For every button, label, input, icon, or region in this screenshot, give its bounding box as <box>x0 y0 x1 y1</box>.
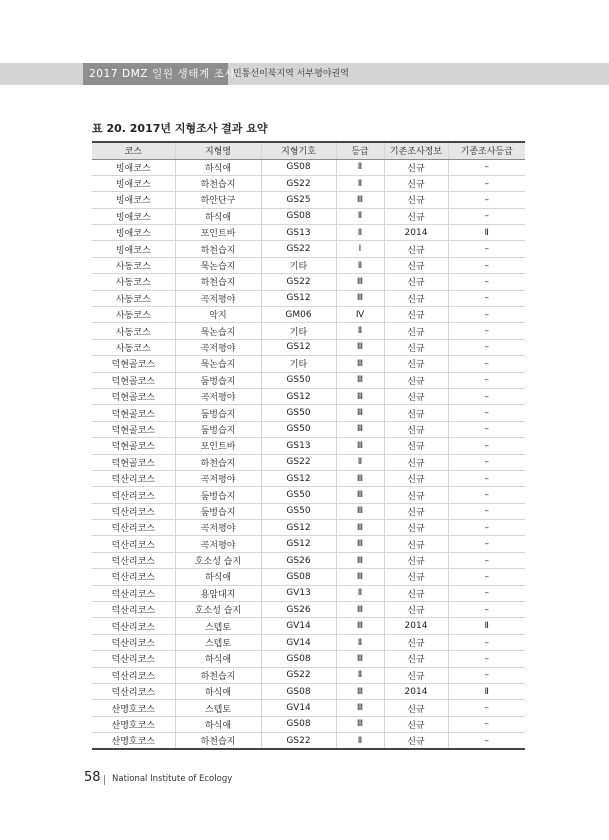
cell-prior-survey-info: 신규 <box>384 421 448 437</box>
report-title: 2017 DMZ 일원 생태계 조사 <box>83 63 228 85</box>
cell-course: 빙애코스 <box>92 159 175 175</box>
cell-terrain-name: 하식애 <box>175 684 261 700</box>
cell-prior-survey-grade: – <box>448 634 525 650</box>
cell-prior-survey-grade: Ⅱ <box>448 225 525 241</box>
cell-course: 덕산리코스 <box>92 520 175 536</box>
cell-prior-survey-info: 신규 <box>384 241 448 257</box>
cell-prior-survey-grade: – <box>448 274 525 290</box>
cell-prior-survey-info: 신규 <box>384 585 448 601</box>
column-header-course: 코스 <box>92 142 175 159</box>
cell-grade: Ⅲ <box>336 487 384 503</box>
cell-prior-survey-grade: – <box>448 257 525 273</box>
table-row <box>92 618 525 634</box>
cell-prior-survey-info: 신규 <box>384 274 448 290</box>
cell-prior-survey-info: 신규 <box>384 503 448 519</box>
cell-prior-survey-info: 신규 <box>384 454 448 470</box>
cell-course: 사동코스 <box>92 290 175 306</box>
table-row <box>92 175 525 191</box>
table-row <box>92 569 525 585</box>
cell-grade: Ⅲ <box>336 470 384 486</box>
cell-terrain-code: GS25 <box>261 192 336 208</box>
table-row <box>92 651 525 667</box>
cell-grade: Ⅲ <box>336 684 384 700</box>
cell-terrain-code: 기타 <box>261 323 336 339</box>
cell-terrain-code: GS08 <box>261 569 336 585</box>
cell-prior-survey-info: 신규 <box>384 290 448 306</box>
cell-prior-survey-grade: – <box>448 536 525 552</box>
cell-terrain-code: 기타 <box>261 356 336 372</box>
cell-course: 사동코스 <box>92 274 175 290</box>
cell-grade: Ⅲ <box>336 520 384 536</box>
cell-course: 덕현골코스 <box>92 405 175 421</box>
table-row <box>92 503 525 519</box>
cell-course: 덕현골코스 <box>92 454 175 470</box>
cell-prior-survey-info: 신규 <box>384 470 448 486</box>
cell-course: 덕현골코스 <box>92 356 175 372</box>
cell-terrain-code: GS08 <box>261 651 336 667</box>
cell-prior-survey-info: 신규 <box>384 208 448 224</box>
cell-grade: Ⅲ <box>336 503 384 519</box>
cell-course: 빙애코스 <box>92 225 175 241</box>
cell-course: 덕산리코스 <box>92 503 175 519</box>
cell-course: 덕산리코스 <box>92 684 175 700</box>
cell-prior-survey-info: 신규 <box>384 175 448 191</box>
cell-prior-survey-info: 신규 <box>384 356 448 372</box>
cell-terrain-code: GS13 <box>261 225 336 241</box>
cell-course: 산명호코스 <box>92 733 175 749</box>
terrain-survey-table <box>92 141 525 750</box>
cell-terrain-code: GS13 <box>261 438 336 454</box>
cell-terrain-code: GS12 <box>261 536 336 552</box>
cell-grade: Ⅳ <box>336 307 384 323</box>
cell-grade: Ⅲ <box>336 274 384 290</box>
cell-terrain-code: GS22 <box>261 733 336 749</box>
cell-grade: Ⅲ <box>336 716 384 732</box>
footer-divider <box>104 775 105 785</box>
cell-prior-survey-grade: – <box>448 651 525 667</box>
cell-grade: Ⅱ <box>336 585 384 601</box>
cell-prior-survey-info: 신규 <box>384 733 448 749</box>
cell-prior-survey-info: 신규 <box>384 438 448 454</box>
cell-course: 사동코스 <box>92 307 175 323</box>
cell-course: 덕산리코스 <box>92 569 175 585</box>
cell-prior-survey-info: 2014 <box>384 225 448 241</box>
table-row <box>92 487 525 503</box>
cell-grade: Ⅱ <box>336 733 384 749</box>
cell-prior-survey-info: 신규 <box>384 159 448 175</box>
cell-terrain-name: 용암대지 <box>175 585 261 601</box>
table-row <box>92 634 525 650</box>
table-row <box>92 438 525 454</box>
cell-grade: Ⅲ <box>336 618 384 634</box>
cell-course: 덕현골코스 <box>92 388 175 404</box>
cell-grade: Ⅲ <box>336 536 384 552</box>
cell-course: 사동코스 <box>92 323 175 339</box>
cell-grade: Ⅱ <box>336 175 384 191</box>
cell-terrain-name: 하식애 <box>175 208 261 224</box>
cell-terrain-name: 둠벙습지 <box>175 372 261 388</box>
cell-prior-survey-grade: – <box>448 372 525 388</box>
cell-grade: Ⅲ <box>336 421 384 437</box>
cell-prior-survey-info: 신규 <box>384 388 448 404</box>
cell-prior-survey-grade: – <box>448 487 525 503</box>
cell-terrain-code: GM06 <box>261 307 336 323</box>
cell-prior-survey-info: 2014 <box>384 618 448 634</box>
cell-terrain-code: GS12 <box>261 290 336 306</box>
cell-prior-survey-grade: – <box>448 569 525 585</box>
table-row <box>92 290 525 306</box>
table-row <box>92 307 525 323</box>
cell-grade: Ⅲ <box>336 356 384 372</box>
cell-grade: Ⅲ <box>336 339 384 355</box>
cell-prior-survey-grade: – <box>448 552 525 568</box>
page-number: 58 <box>84 770 101 785</box>
cell-prior-survey-info: 신규 <box>384 634 448 650</box>
cell-prior-survey-info: 신규 <box>384 716 448 732</box>
cell-course: 빙애코스 <box>92 208 175 224</box>
cell-terrain-name: 하식애 <box>175 651 261 667</box>
cell-terrain-code: GS12 <box>261 388 336 404</box>
cell-terrain-name: 하식애 <box>175 716 261 732</box>
cell-grade: Ⅲ <box>336 552 384 568</box>
cell-prior-survey-info: 신규 <box>384 323 448 339</box>
cell-prior-survey-info: 신규 <box>384 192 448 208</box>
table-body <box>92 159 525 749</box>
table-row <box>92 470 525 486</box>
cell-course: 덕산리코스 <box>92 536 175 552</box>
cell-grade: Ⅲ <box>336 388 384 404</box>
cell-terrain-name: 묵논습지 <box>175 323 261 339</box>
cell-grade: Ⅲ <box>336 290 384 306</box>
cell-grade: Ⅲ <box>336 569 384 585</box>
cell-prior-survey-info: 신규 <box>384 372 448 388</box>
cell-grade: Ⅲ <box>336 192 384 208</box>
cell-grade: Ⅱ <box>336 159 384 175</box>
cell-terrain-name: 하천습지 <box>175 454 261 470</box>
cell-prior-survey-grade: – <box>448 290 525 306</box>
cell-terrain-name: 악지 <box>175 307 261 323</box>
table-row <box>92 356 525 372</box>
cell-prior-survey-grade: – <box>448 388 525 404</box>
cell-terrain-name: 하식애 <box>175 159 261 175</box>
cell-grade: Ⅲ <box>336 651 384 667</box>
table-row <box>92 602 525 618</box>
table-row <box>92 192 525 208</box>
cell-prior-survey-grade: – <box>448 585 525 601</box>
cell-terrain-name: 둠벙습지 <box>175 421 261 437</box>
cell-terrain-code: GS50 <box>261 503 336 519</box>
cell-prior-survey-info: 신규 <box>384 667 448 683</box>
cell-terrain-code: GV14 <box>261 634 336 650</box>
cell-terrain-name: 둠벙습지 <box>175 487 261 503</box>
cell-course: 덕산리코스 <box>92 585 175 601</box>
cell-terrain-code: GS50 <box>261 487 336 503</box>
cell-prior-survey-grade: – <box>448 733 525 749</box>
cell-terrain-name: 하천습지 <box>175 241 261 257</box>
table-row <box>92 388 525 404</box>
cell-prior-survey-info: 2014 <box>384 684 448 700</box>
cell-terrain-code: GV13 <box>261 585 336 601</box>
cell-terrain-code: GS08 <box>261 684 336 700</box>
cell-prior-survey-grade: – <box>448 716 525 732</box>
cell-prior-survey-info: 신규 <box>384 602 448 618</box>
table-row <box>92 454 525 470</box>
cell-terrain-name: 포인트바 <box>175 225 261 241</box>
cell-prior-survey-grade: – <box>448 307 525 323</box>
cell-prior-survey-info: 신규 <box>384 651 448 667</box>
cell-prior-survey-grade: – <box>448 602 525 618</box>
table-row <box>92 733 525 749</box>
table-row <box>92 716 525 732</box>
table-row <box>92 159 525 175</box>
cell-course: 덕산리코스 <box>92 667 175 683</box>
cell-prior-survey-grade: – <box>448 192 525 208</box>
cell-terrain-name: 곡저평야 <box>175 290 261 306</box>
cell-course: 산명호코스 <box>92 716 175 732</box>
cell-terrain-name: 호소성 습지 <box>175 552 261 568</box>
cell-terrain-code: GS22 <box>261 454 336 470</box>
cell-terrain-code: GS50 <box>261 372 336 388</box>
cell-terrain-name: 하천습지 <box>175 667 261 683</box>
cell-prior-survey-info: 신규 <box>384 569 448 585</box>
column-header-prior-survey-grade: 기종조사등급 <box>448 142 525 159</box>
cell-prior-survey-info: 신규 <box>384 700 448 716</box>
cell-course: 사동코스 <box>92 257 175 273</box>
cell-grade: Ⅱ <box>336 454 384 470</box>
cell-terrain-name: 묵논습지 <box>175 356 261 372</box>
cell-prior-survey-grade: – <box>448 405 525 421</box>
cell-prior-survey-info: 신규 <box>384 552 448 568</box>
footer-institution: National Institute of Ecology <box>112 774 233 784</box>
cell-terrain-name: 둠벙습지 <box>175 503 261 519</box>
table-row <box>92 274 525 290</box>
cell-terrain-name: 스텝토 <box>175 618 261 634</box>
cell-course: 빙애코스 <box>92 241 175 257</box>
table-row <box>92 700 525 716</box>
table-row <box>92 520 525 536</box>
cell-terrain-name: 곡저평야 <box>175 388 261 404</box>
column-header-terrain-name: 지형명 <box>175 142 261 159</box>
cell-grade: Ⅲ <box>336 438 384 454</box>
column-header-prior-survey-info: 기존조사정보 <box>384 142 448 159</box>
cell-terrain-code: GS22 <box>261 667 336 683</box>
cell-terrain-name: 하식애 <box>175 569 261 585</box>
cell-prior-survey-grade: – <box>448 208 525 224</box>
cell-prior-survey-grade: – <box>448 470 525 486</box>
cell-course: 덕현골코스 <box>92 372 175 388</box>
cell-grade: Ⅱ <box>336 634 384 650</box>
cell-terrain-name: 하천습지 <box>175 274 261 290</box>
cell-terrain-code: GV14 <box>261 700 336 716</box>
cell-terrain-code: GS50 <box>261 405 336 421</box>
cell-terrain-code: GS12 <box>261 339 336 355</box>
cell-terrain-code: GS12 <box>261 470 336 486</box>
table-row <box>92 225 525 241</box>
cell-prior-survey-info: 신규 <box>384 257 448 273</box>
cell-grade: Ⅱ <box>336 257 384 273</box>
cell-prior-survey-grade: – <box>448 454 525 470</box>
cell-terrain-code: 기타 <box>261 257 336 273</box>
cell-terrain-name: 하천습지 <box>175 175 261 191</box>
cell-terrain-name: 묵논습지 <box>175 257 261 273</box>
cell-terrain-code: GS22 <box>261 175 336 191</box>
table-row <box>92 421 525 437</box>
cell-prior-survey-grade: – <box>448 700 525 716</box>
cell-terrain-name: 하안단구 <box>175 192 261 208</box>
cell-grade: Ⅲ <box>336 372 384 388</box>
cell-course: 덕현골코스 <box>92 438 175 454</box>
cell-course: 사동코스 <box>92 339 175 355</box>
table-row <box>92 339 525 355</box>
table-row <box>92 552 525 568</box>
cell-grade: Ⅱ <box>336 323 384 339</box>
table-row <box>92 372 525 388</box>
cell-grade: Ⅱ <box>336 225 384 241</box>
cell-course: 덕산리코스 <box>92 552 175 568</box>
cell-prior-survey-info: 신규 <box>384 307 448 323</box>
cell-prior-survey-grade: – <box>448 438 525 454</box>
cell-terrain-name: 둠벙습지 <box>175 405 261 421</box>
cell-course: 덕산리코스 <box>92 470 175 486</box>
cell-terrain-code: GS26 <box>261 552 336 568</box>
cell-course: 덕산리코스 <box>92 651 175 667</box>
cell-prior-survey-grade: – <box>448 159 525 175</box>
cell-terrain-name: 곡저평야 <box>175 470 261 486</box>
table-row <box>92 208 525 224</box>
cell-terrain-code: GS08 <box>261 716 336 732</box>
cell-terrain-code: GS08 <box>261 159 336 175</box>
cell-prior-survey-grade: – <box>448 667 525 683</box>
cell-course: 산명호코스 <box>92 700 175 716</box>
cell-terrain-name: 스텝토 <box>175 634 261 650</box>
cell-prior-survey-grade: – <box>448 503 525 519</box>
table-caption: 표 20. 2017년 지형조사 결과 요약 <box>92 122 268 135</box>
cell-terrain-name: 하천습지 <box>175 733 261 749</box>
cell-prior-survey-grade: Ⅱ <box>448 618 525 634</box>
cell-terrain-name: 스텝토 <box>175 700 261 716</box>
cell-prior-survey-info: 신규 <box>384 520 448 536</box>
table-row <box>92 257 525 273</box>
cell-terrain-code: GS22 <box>261 241 336 257</box>
cell-prior-survey-grade: – <box>448 520 525 536</box>
cell-grade: Ⅲ <box>336 405 384 421</box>
table-row <box>92 241 525 257</box>
cell-course: 덕산리코스 <box>92 618 175 634</box>
cell-terrain-code: GS26 <box>261 602 336 618</box>
cell-prior-survey-grade: – <box>448 241 525 257</box>
cell-prior-survey-info: 신규 <box>384 536 448 552</box>
cell-course: 덕산리코스 <box>92 487 175 503</box>
cell-terrain-code: GS08 <box>261 208 336 224</box>
table-row <box>92 667 525 683</box>
cell-terrain-code: GS12 <box>261 520 336 536</box>
cell-terrain-name: 포인트바 <box>175 438 261 454</box>
column-header-grade: 등급 <box>336 142 384 159</box>
cell-prior-survey-info: 신규 <box>384 339 448 355</box>
cell-prior-survey-grade: – <box>448 323 525 339</box>
cell-course: 덕산리코스 <box>92 602 175 618</box>
cell-prior-survey-grade: Ⅱ <box>448 684 525 700</box>
table-row <box>92 323 525 339</box>
cell-grade: Ⅲ <box>336 602 384 618</box>
cell-terrain-name: 호소성 습지 <box>175 602 261 618</box>
cell-terrain-name: 곡저평야 <box>175 339 261 355</box>
cell-prior-survey-info: 신규 <box>384 405 448 421</box>
section-title: 민통선이북지역 서부평야권역 <box>233 69 349 79</box>
table-row <box>92 684 525 700</box>
cell-course: 빙애코스 <box>92 192 175 208</box>
cell-grade: Ⅱ <box>336 208 384 224</box>
cell-terrain-name: 곡저평야 <box>175 536 261 552</box>
cell-prior-survey-grade: – <box>448 356 525 372</box>
cell-terrain-code: GS22 <box>261 274 336 290</box>
table-row <box>92 405 525 421</box>
table-row <box>92 536 525 552</box>
cell-prior-survey-grade: – <box>448 175 525 191</box>
cell-prior-survey-grade: – <box>448 339 525 355</box>
cell-terrain-name: 곡저평야 <box>175 520 261 536</box>
cell-grade: Ⅰ <box>336 241 384 257</box>
table-row <box>92 585 525 601</box>
cell-prior-survey-grade: – <box>448 421 525 437</box>
cell-prior-survey-info: 신규 <box>384 487 448 503</box>
cell-grade: Ⅲ <box>336 700 384 716</box>
table-header-row <box>92 142 525 159</box>
cell-course: 덕현골코스 <box>92 421 175 437</box>
cell-grade: Ⅱ <box>336 667 384 683</box>
cell-course: 덕산리코스 <box>92 634 175 650</box>
cell-terrain-code: GS50 <box>261 421 336 437</box>
cell-course: 빙애코스 <box>92 175 175 191</box>
column-header-terrain-code: 지형기호 <box>261 142 336 159</box>
cell-terrain-code: GV14 <box>261 618 336 634</box>
